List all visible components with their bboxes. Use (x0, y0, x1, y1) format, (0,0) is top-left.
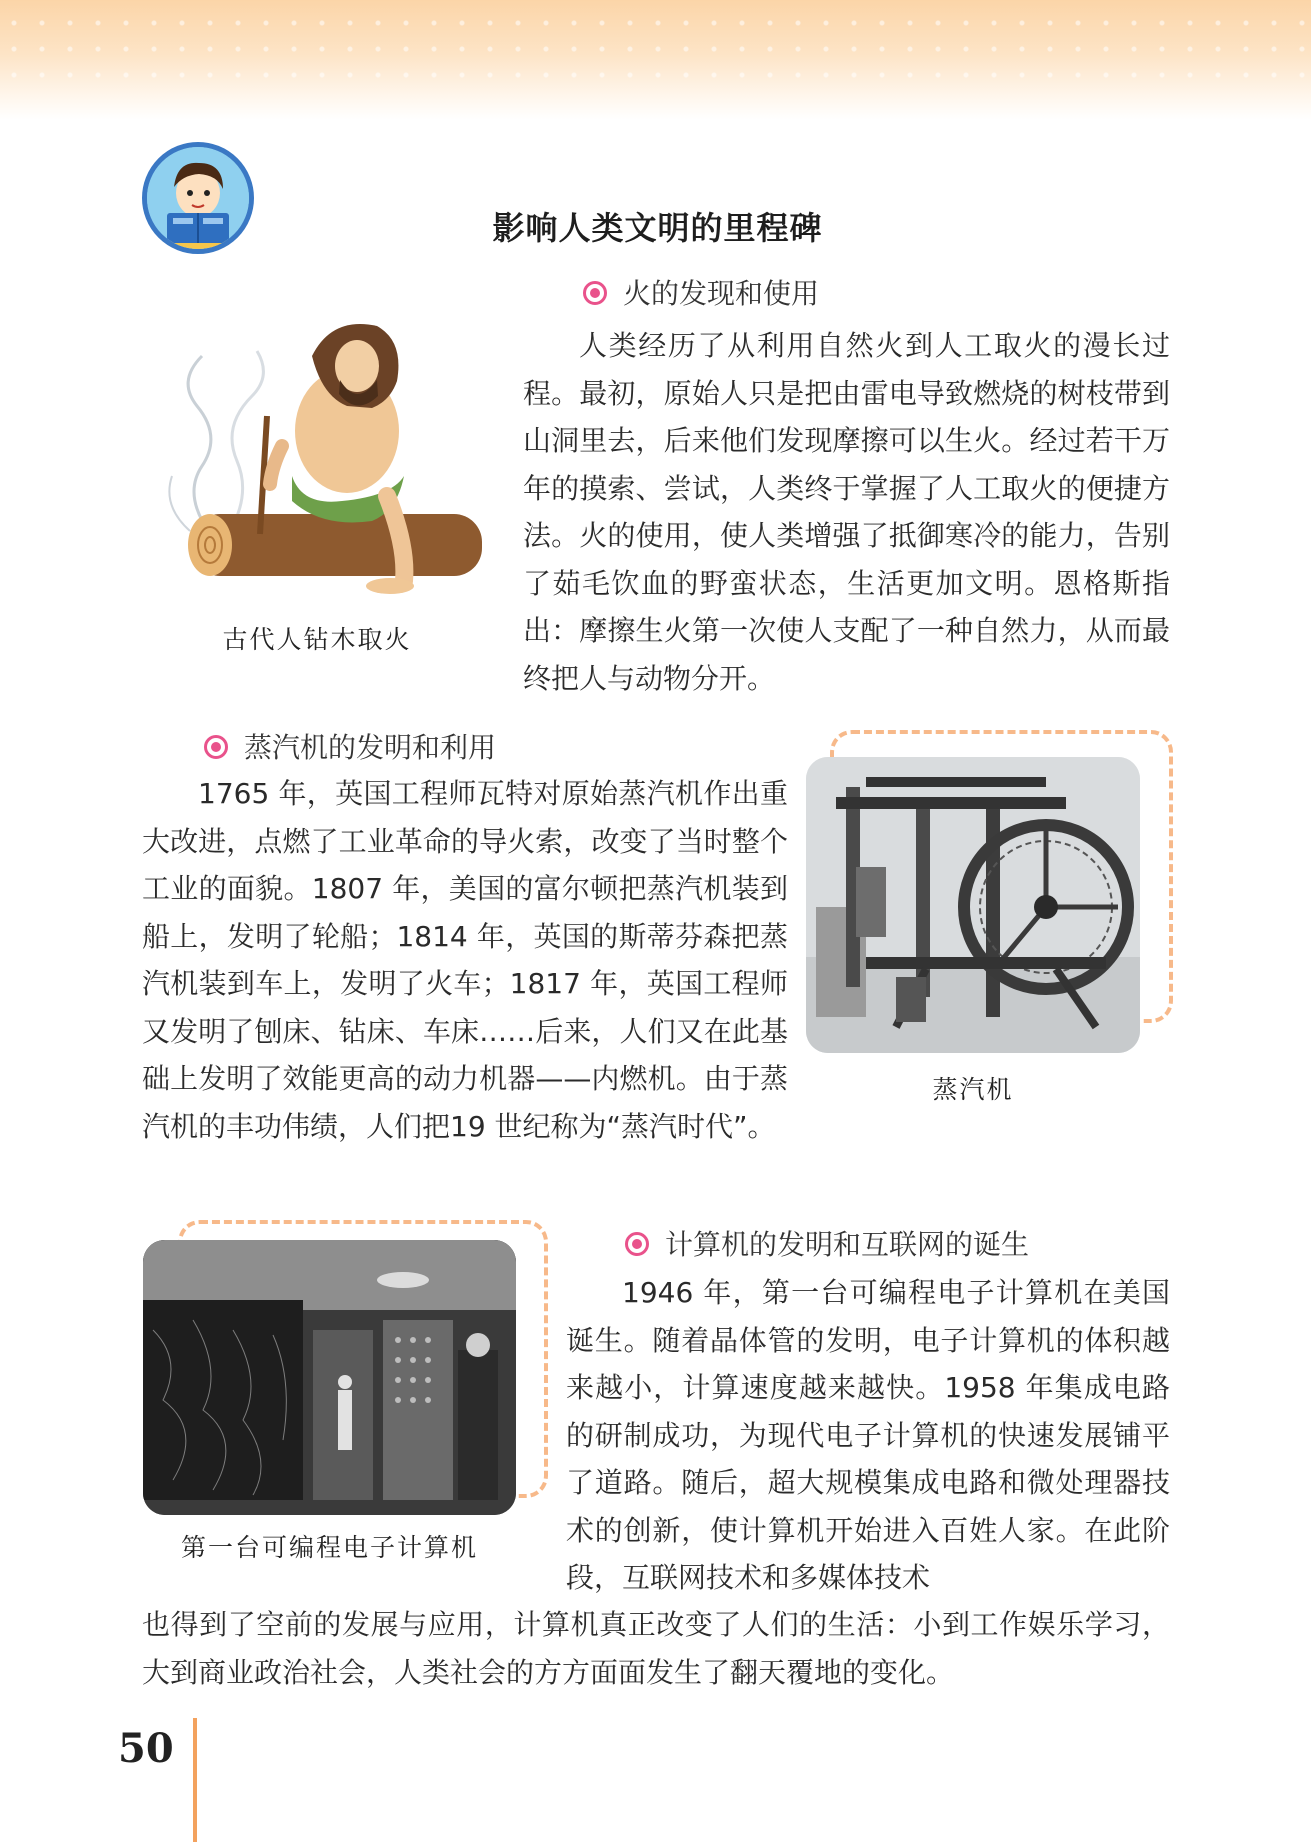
section-heading-fire-text: 火的发现和使用 (623, 277, 820, 310)
page-header-band (0, 0, 1311, 120)
section-heading-steam (204, 726, 496, 766)
paragraph-computer-1: 1946 年，第一台可编程电子计算机在美国诞生。随着晶体管的发明，电子计算机的体积越来越小，计算速度越来越快。1958 年集成电路的研制成功，为现代电子计算机的快速发展铺平了道路。随后，超大规模集成电路和微处理器技术的创新，使计算机开始进入百姓人家。在此阶段，互联网技术和多媒体技术 (566, 1276, 1170, 1594)
paragraph-computer-2: 也得到了空前的发展与应用，计算机真正改变了人们的生活：小到工作娱乐学习，大到商业政治社会，人类社会的方方面面发生了翻天覆地的变化。 (142, 1608, 1170, 1689)
section-heading-computer (625, 1223, 1029, 1263)
section-heading-steam-text: 蒸汽机的发明和利用 (244, 731, 497, 764)
fire-drilling-illustration (142, 296, 492, 606)
figure-caption-steam: 蒸汽机 (932, 1075, 1014, 1104)
paragraph-steam: 1765 年，英国工程师瓦特对原始蒸汽机作出重大改进，点燃了工业革命的导火索，改变了当时整个工业的面貌。1807 年，美国的富尔顿把蒸汽机装到船上，发明了轮船；1814 年，英国的斯蒂芬森把蒸汽机装到车上，发明了火车；1817 年，英国工程师又发明了刨床、钻床、车床……后来，人们又在此基础上发明了效能更高的动力机器——内燃机。由于蒸汽机的丰功伟绩，人们把19 世纪称为“蒸汽时代”。 (142, 777, 788, 1143)
double-circle-icon (625, 1232, 649, 1256)
section-heading-fire (583, 272, 819, 312)
paragraph-fire: 人类经历了从利用自然火到人工取火的漫长过程。最初，原始人只是把由雷电导致燃烧的树枝带到山洞里去，后来他们发现摩擦可以生火。经过若干万年的摸索、尝试，人类终于掌握了人工取火的便捷方法。火的使用，使人类增强了抵御寒冷的能力，告别了茹毛饮血的野蛮状态，生活更加文明。恩格斯指出：摩擦生火第一次使人支配了一种自然力，从而最终把人与动物分开。 (523, 329, 1170, 695)
figure-caption-fire: 古代人钻木取火 (222, 625, 412, 654)
section-heading-computer-text: 计算机的发明和互联网的诞生 (665, 1228, 1030, 1261)
eniac-computer-photo (143, 1240, 516, 1515)
page-number: 50 (118, 1725, 174, 1772)
reading-boy-icon (142, 142, 254, 254)
figure-caption-computer: 第一台可编程电子计算机 (180, 1533, 478, 1562)
margin-rule (193, 1718, 197, 1842)
double-circle-icon (204, 735, 228, 759)
double-circle-icon (583, 281, 607, 305)
page-title: 影响人类文明的里程碑 (492, 209, 823, 247)
steam-engine-photo (806, 757, 1140, 1053)
